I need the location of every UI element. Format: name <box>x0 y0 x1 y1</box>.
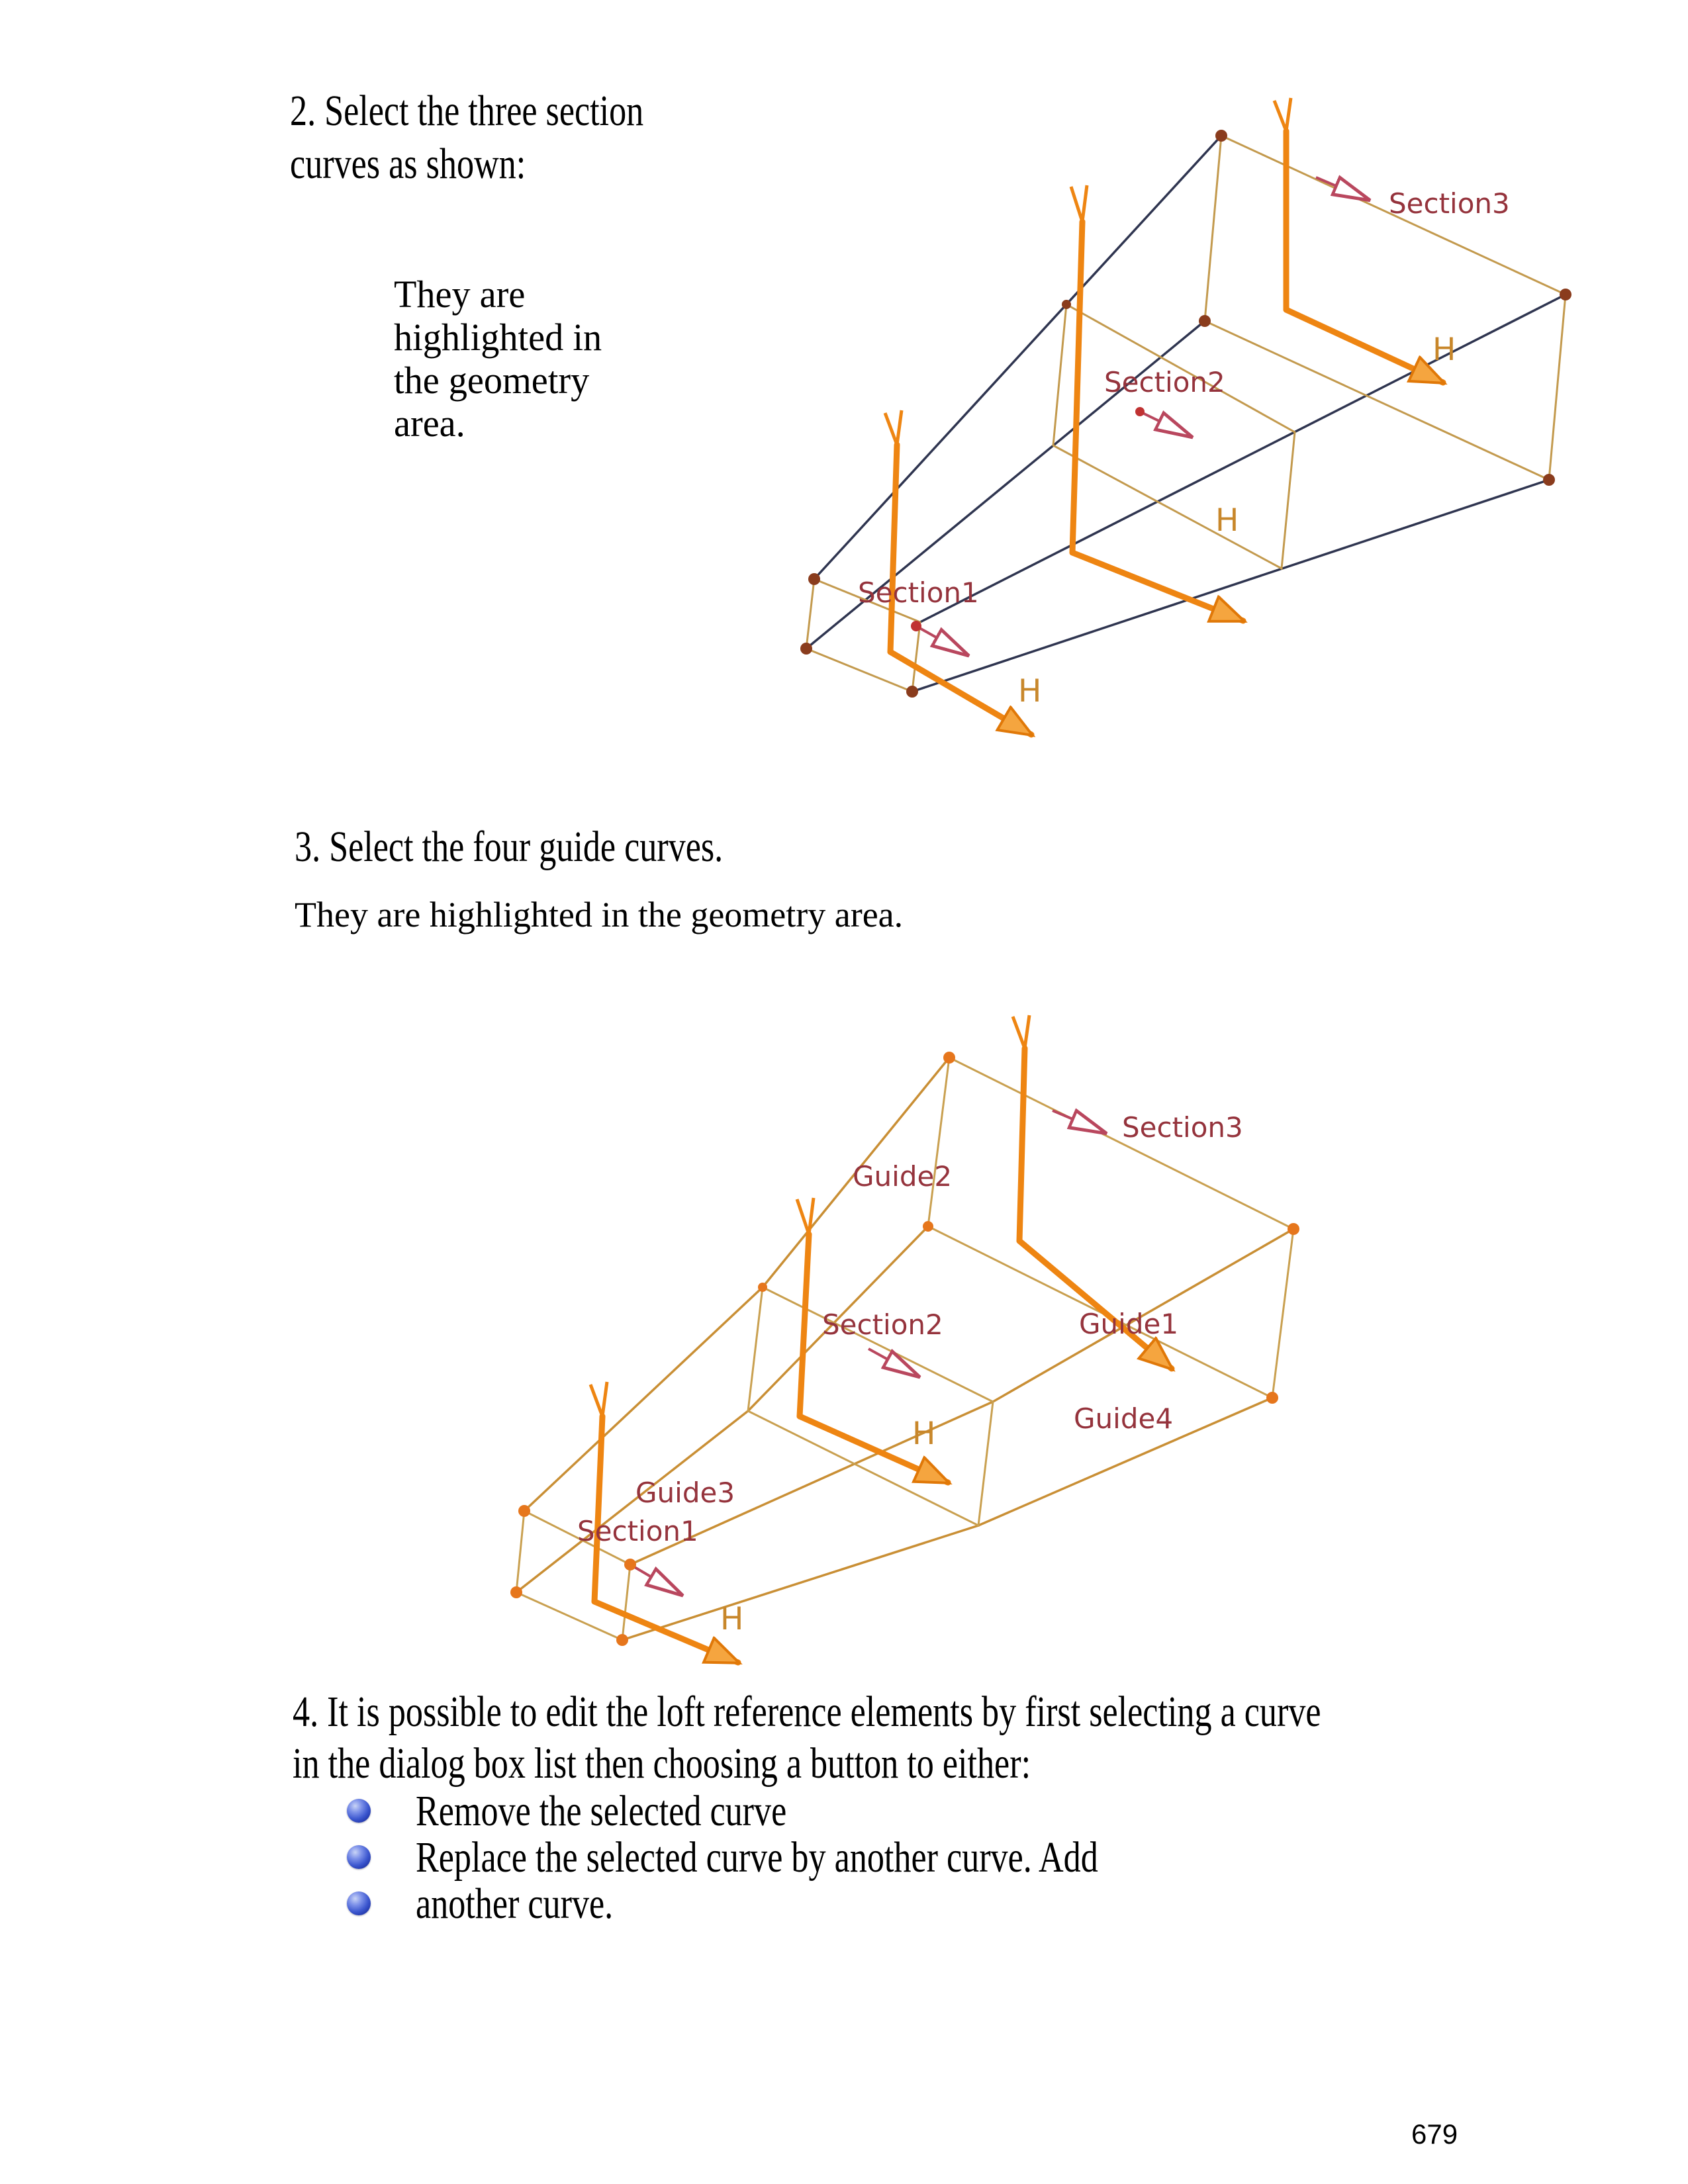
bullet-text: Replace the selected curve by another curve. Add <box>416 1833 1098 1882</box>
section3-label: Section3 <box>1122 1111 1243 1144</box>
guide1-curve <box>630 1229 1293 1565</box>
v-flag-icon <box>590 1382 607 1416</box>
section2-frame <box>1053 304 1295 569</box>
wireframe-guides-svg <box>457 953 1337 1707</box>
h-axis-label: H <box>1432 332 1456 368</box>
guide2-label: Guide2 <box>853 1160 953 1193</box>
step3-note <box>295 891 903 938</box>
vertex-dot <box>1543 474 1555 486</box>
step3-note-text: They are highlighted in the geometry area. <box>295 895 904 934</box>
bullet-sphere-icon <box>347 1891 371 1915</box>
step4-paragraph <box>293 1686 1595 1790</box>
section3-h-axis-arrow <box>1286 310 1443 383</box>
vertex-dot <box>1288 1223 1299 1235</box>
section1-direction-arrow-icon <box>630 1565 682 1595</box>
guide1-label: Guide1 <box>1079 1308 1179 1340</box>
bullet-text: another curve. <box>416 1880 614 1928</box>
v-flag-icon <box>885 410 902 445</box>
h-axis-label: H <box>912 1416 936 1452</box>
section3-label: Section3 <box>1389 187 1510 220</box>
section3-h-axis-arrow <box>1019 1241 1172 1369</box>
v-flag-icon <box>1013 1015 1029 1048</box>
vertex-dot <box>1266 1392 1278 1404</box>
list-item <box>346 1881 1280 1927</box>
figure-section-curves <box>761 93 1609 774</box>
step2-note-line1: They are <box>394 273 526 316</box>
h-axis-label: H <box>720 1601 744 1637</box>
step2-note <box>394 273 608 445</box>
list-item <box>346 1788 1280 1835</box>
vertex-dot <box>943 1052 955 1064</box>
vertex-dot <box>906 686 918 698</box>
section1-label: Section1 <box>858 576 979 609</box>
section-frames <box>516 1058 1293 1640</box>
list-item <box>346 1835 1280 1881</box>
h-axis-label: H <box>1215 502 1239 539</box>
step2-line2: curves as shown: <box>290 140 526 188</box>
section3-frame <box>928 1058 1293 1398</box>
vertex-dot <box>1560 289 1571 300</box>
v-flag-icon <box>797 1198 814 1234</box>
bullet-sphere-icon <box>347 1799 371 1823</box>
edit-options-list <box>346 1788 1280 1927</box>
step3-text: 3. Select the four guide curves. <box>295 823 724 871</box>
figure-guide-curves <box>457 953 1337 1707</box>
section2-label: Section2 <box>822 1308 943 1341</box>
step4-line2: in the dialog box list then choosing a button to either: <box>293 1739 1031 1788</box>
bullet-text: Remove the selected curve <box>416 1787 787 1835</box>
vertex-dot <box>1199 315 1211 327</box>
section1-direction-arrow-icon <box>916 626 968 655</box>
section2-direction-arrow-icon <box>1140 412 1192 437</box>
bullet-sphere-icon <box>347 1845 371 1869</box>
section1-label: Section1 <box>577 1515 698 1547</box>
vertex-dot <box>616 1634 628 1646</box>
step4-line1: 4. It is possible to edit the loft reference elements by first selecting a curve <box>293 1688 1321 1736</box>
section3-v-axis <box>1019 1048 1025 1241</box>
v-axis-flag-icons <box>590 1015 1029 1416</box>
section2-label: Section2 <box>1104 366 1225 398</box>
section3-frame <box>1205 136 1566 480</box>
section1-v-axis <box>890 445 897 652</box>
vertex-dot <box>800 643 812 655</box>
v-flag-icon <box>1071 185 1087 222</box>
vertex-dot <box>758 1283 767 1292</box>
guide4-label: Guide4 <box>1074 1402 1174 1435</box>
sketch-axes <box>890 131 1443 735</box>
guide3-label: Guide3 <box>635 1477 735 1509</box>
vertex-dot <box>923 1221 933 1232</box>
section2-v-axis <box>1072 222 1082 553</box>
step2-note-line2: highlighted in <box>394 316 602 359</box>
section2-anchor-dot <box>1135 407 1145 416</box>
section3-direction-arrow-icon <box>1053 1111 1105 1133</box>
guide2-curve <box>524 1058 949 1511</box>
guide-curves-orange <box>516 1058 1293 1640</box>
section1-anchor-dot <box>911 621 921 631</box>
step2-note-line4: area. <box>394 402 465 445</box>
section2-v-axis <box>800 1234 809 1416</box>
page-number: 679 <box>1411 2118 1458 2150</box>
step2-note-line3: the geometry <box>394 359 590 402</box>
step3-paragraph <box>295 821 837 874</box>
vertex-dot <box>1215 130 1227 142</box>
vertex-dot <box>1062 300 1071 309</box>
step2-line1: 2. Select the three section <box>290 87 644 135</box>
vertex-dot <box>624 1559 636 1570</box>
v-axis-flag-icons <box>885 98 1291 445</box>
v-flag-icon <box>1274 98 1291 131</box>
vertex-dot <box>808 573 820 585</box>
vertex-dot <box>510 1586 522 1598</box>
h-axis-label: H <box>1018 673 1042 709</box>
step2-paragraph <box>290 85 737 191</box>
wireframe-sections-svg <box>761 93 1609 774</box>
vertex-dot <box>518 1505 530 1517</box>
section3-direction-arrow-icon <box>1316 177 1369 200</box>
